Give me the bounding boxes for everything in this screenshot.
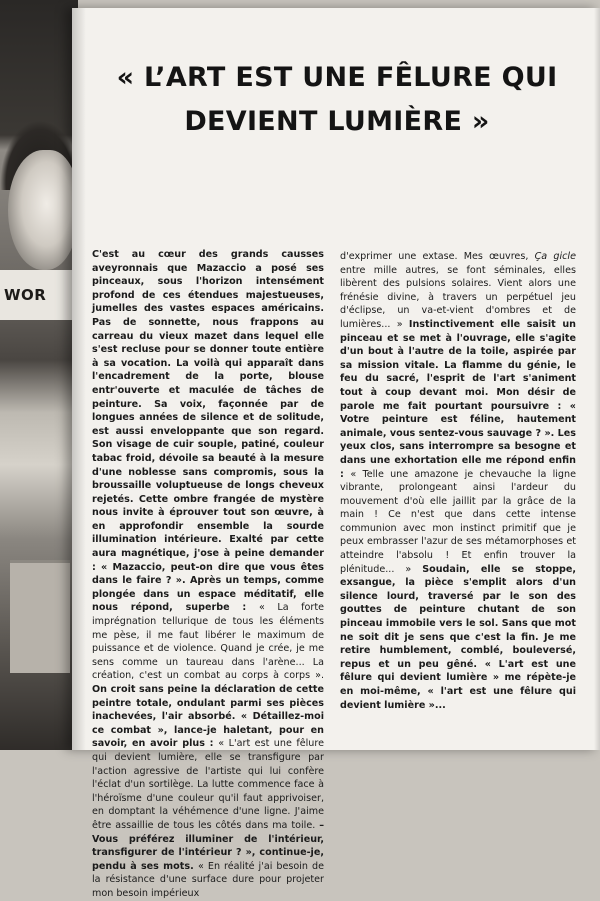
paragraph-segment: Instinctivement elle saisit un pinceau et se met à l'ouvrage, elle s'agite d'un bout à l'autre de la toile, aspirée par sa mission vitale. La flamme du génie, le feu du sacré, l'esprit de l'art s'animent tout à coup devant moi. Mon désir de parole me fait pourtant poursuivre : « Votre peinture est féline, hautement animale, vous sentez-vous sauvage ? ». Les yeux clos, sans interrompre sa besogne et dans une exhortation elle me répond enfin : [340, 318, 576, 480]
paragraph-segment: Soudain, elle se stoppe, exsangue, la pièce s'emplit alors d'un silence lourd, traversé par le son des gouttes de peinture chutant de son pinceau immobile vers le sol. Sans que mot ne soit dit je sens que c'est la fin. Je me retire humblement, comblé, bouleversé, repus et un peu gêné. « L'art est une fêlure qui devient lumière » me répète-je en moi-même, « l'art est une fêlure qui devient lumière »... [340, 563, 576, 711]
artwork-title: Ça gicle [534, 251, 576, 262]
facing-page-photo [0, 0, 78, 750]
article-column-left [92, 248, 324, 901]
paragraph-segment: « L'art est une fêlure qui devient lumière, elle se transfigure par l'action agressive de l'artiste qui lui confère l'éclat d'un sortilège. La lutte commence face à l'héroïsme d'une couleur qu'il faut apprivoiser, en domptant la véhémence d'une ligne. J'aime être assaillie de tous les côtés dans ma toile. [92, 738, 324, 831]
paragraph-segment: On croit sans peine la déclaration de cette peintre totale, ondulant parmi ses pièces inachevées, l'air absorbé. « Détaillez-moi ce combat », lance-je haletant, pour en savoir, en avoir plus : [92, 684, 324, 750]
article-title: « L’ART EST UNE FÊLURE QUI DEVIENT LUMIÈRE » [116, 62, 558, 137]
photo-face [8, 150, 78, 270]
paragraph-segment: – Vous préférez illuminer de l'intérieur, transfigurer de l'intérieur ? », continue-je, pendu à ses mots. [92, 819, 324, 872]
paragraph-segment: « En réalité j'ai besoin de la résistance d'une surface dure pour projeter mon besoin impérieux [92, 860, 324, 899]
photo-object [10, 560, 70, 673]
magazine-page [72, 8, 600, 899]
paragraph-segment: « La forte imprégnation tellurique de tous les éléments me pèse, il me faut libérer le maximum de puissance et de violence. Quand je crée, je me sens comme un taureau dans l'arène... La création, c'est un combat au corps à corps ». [92, 602, 324, 682]
article-column-right [340, 250, 576, 712]
paragraph-segment: C'est au cœur des grands causses aveyronnais que Mazaccio a posé ses pinceaux, sous l'horizon intensément profond de ces étendues majestueuses, jumelles des vastes espaces américains. Pas de sonnette, nous frappons au carreau du vieux mazet dans lequel elle s'est recluse pour se donner toute entière à sa vocation. La voilà qui apparaît dans l'encadrement de la porte, blouse entr'ouverte et maculée de tâches de peinture. Sa voix, façonnée par de longues années de silence et de solitude, est aussi enveloppante que son regard. Son visage de cuir souple, patiné, couleur tabac froid, dévoile sa beauté à la mesure d'une noblesse sans compromis, sous la broussaille voluptueuse de longs cheveux rejetés. Cette ombre frangée de mystère nous invite à éprouver tout son œuvre, à en approfondir ensemble la sourde illumination intérieure. Exalté par cette aura magnétique, j'ose à peine demander : « Mazaccio, peut-on dire que vous êtes dans le faire ? ». Après un temps, comme plongée dans un espace méditatif, elle nous répond, superbe : [92, 249, 324, 614]
page-gutter-shadow [72, 8, 86, 750]
paragraph-segment: d'exprimer une extase. Mes œuvres, [340, 251, 535, 262]
photo-sign: WOR [0, 270, 78, 320]
paragraph-segment: « Telle une amazone je chevauche la ligne vibrante, prolongeant ainsi l'ardeur du mouvement d'où elle jaillit par la grâce de la main ! Ce n'est que dans cette intense communion avec mon instinct primitif que je peux embrasser l'azur de ses métamorphoses et atteindre l'absolu ! Et enfin trouver la plénitude... » [340, 468, 576, 575]
paragraph-segment: entre mille autres, se font séminales, elles libèrent des pulsions solaires. Vient alors une frénésie divine, à travers un perpétuel jeu d'éclipse, un va-et-vient d'ombres et de lumières... » [340, 264, 576, 330]
page-edge-shadow [594, 8, 600, 750]
